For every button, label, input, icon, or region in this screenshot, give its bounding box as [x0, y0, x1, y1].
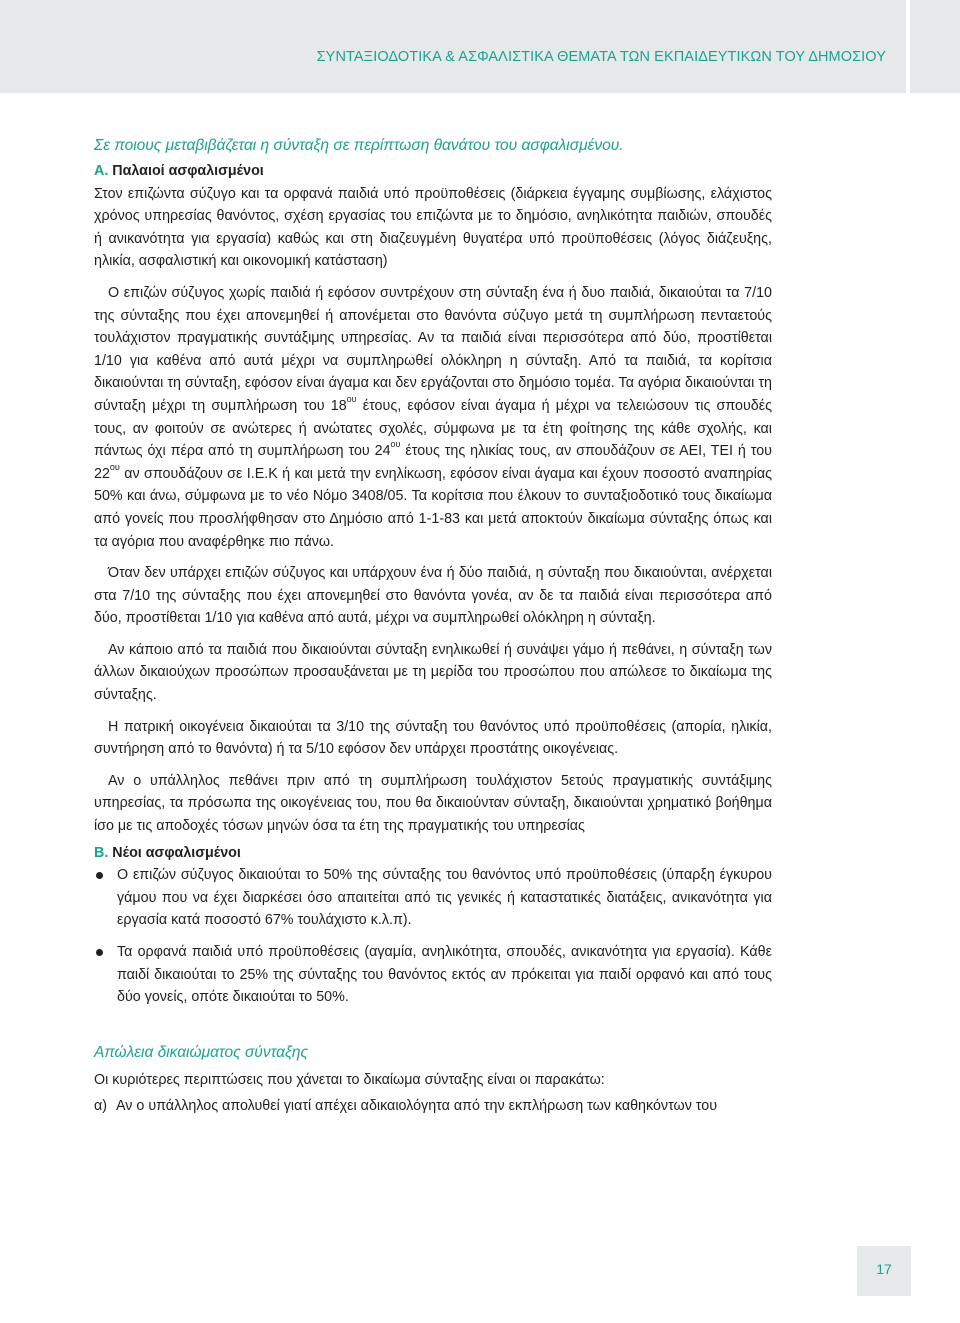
- bullet-list-new-insured: [94, 864, 772, 1009]
- header-corner-block: [910, 0, 960, 93]
- list-item: [94, 864, 772, 932]
- paragraph-parental-family: Η πατρική οικογένεια δικαιούται τα 3/10 της σύνταξη του θανόντος υπό προϋποθέσεις (απορία, ηλικία, συντήρηση από το θανόντα) ή τα 5/10 εφόσον δεν υπάρχει προστάτης οικογένειας.: [94, 718, 772, 758]
- bullet-text: Τα ορφανά παιδιά υπό προϋποθέσεις (αγαμία, ανηλικότητα, σπουδές, ανικανότητα για εργασία). Κάθε παιδί δικαιούται το 25% της σύνταξης του θανόντος εκτός αν πρόκειται για παιδί ορφανό και από τους δύο γονείς, οπότε δικαιούται το 50%.: [117, 944, 772, 1006]
- bullet-icon: [96, 949, 103, 956]
- paragraph-eligibility: Στον επιζώντα σύζυγο και τα ορφανά παιδιά υπό προϋποθέσεις (διάρκεια έγγαμης συμβίωσης, ελάχιστος χρόνος υπηρεσίας θανόντος, σχέση εργασίας του επιζώντα με το δημόσιο, ανηλικότητα παιδιών, σπουδές ή ανικανότητα για εργασία) καθώς και στη διαζευγμένη θυγατέρα υπό προϋποθέσεις (λόγος διάζευξης, ηλικία, ασφαλιστική και οικονομική κατάσταση): [94, 185, 772, 270]
- section-heading-loss-of-pension: Απώλεια δικαιώματος σύνταξης: [94, 1043, 309, 1061]
- subheading-title-a: Παλαιοί ασφαλισμένοι: [112, 163, 264, 179]
- page-number-box: [857, 1246, 911, 1296]
- subheading-letter-b: Β.: [94, 844, 109, 861]
- ordinal-suffix-24: ου: [390, 439, 401, 450]
- running-header-title: ΣΥΝΤΑΞΙΟΔΟΤΙΚΑ & ΑΣΦΑΛΙΣΤΙΚΑ ΘΕΜΑΤΑ ΤΩΝ ΕΚΠΑΙΔΕΥΤΙΚΩΝ ΤΟΥ ΔΗΜΟΣΙΟΥ: [316, 49, 886, 65]
- paragraph-spouse-share-part3: έτους της ηλικίας τους, αν σπουδάζουν σε ΑΕΙ, ΤΕΙ ή του 22: [94, 443, 772, 482]
- list-item-a-text: Αν ο υπάλληλος απολυθεί γιατί απέχει αδικαιολόγητα από την εκπλήρωση των καθηκόντων του: [116, 1098, 718, 1115]
- paragraph-share-increase: Αν κάποιο από τα παιδιά που δικαιούνται σύνταξη ενηλικωθεί ή συνάψει γάμο ή πεθάνει, η σύνταξη των άλλων δικαιούχων προσώπων προσαυξάνεται με τη μερίδα του προσώπου που απώλεσε το δικαίωμα της σύνταξης.: [94, 641, 772, 704]
- list-item-a: [94, 1095, 772, 1118]
- paragraph-spouse-share-part2: έτους, εφόσον είναι άγαμα ή μέχρι να τελειώσουν τις σπουδές τους, αν φοιτούν σε ανώτερες ή ανώτατες σχολές, σύμφωνα με τα έτη φοίτησης της κάθε σχολής, και πάντως όχι πέρα από τη συμπλήρωση του 24: [94, 397, 772, 460]
- page-number: 17: [876, 1261, 892, 1277]
- bullet-icon: [96, 872, 103, 879]
- paragraph-financial-aid: Αν ο υπάλληλος πεθάνει πριν από τη συμπλήρωση τουλάχιστον 5ετούς πραγματικής συντάξιμης υπηρεσίας, τα πρόσωπα της οικογένειας του, που θα δικαιούνταν σύνταξη, δικαιούνται χρηματικό βοήθημα ίσο με τις αποδοχές τόσων μηνών όσα τα έτη της πραγματικής του υπηρεσίας: [94, 772, 772, 835]
- list-item-a-label: α): [94, 1098, 108, 1115]
- ordinal-suffix-22: ου: [109, 461, 120, 472]
- bullet-text: Ο επιζών σύζυγος δικαιούται το 50% της σύνταξης του θανόντος υπό προϋποθέσεις (ύπαρξη έγκυρου γάμου που να έχει διαρκέσει όσο απαιτείται από τις γενικές ή καταστατικές διατάξεις, ανικανότητα για εργασία κατά ποσοστό 67% τουλάχιστο κ.λ.π).: [117, 867, 772, 929]
- paragraph-loss-intro: Οι κυριότερες περιπτώσεις που χάνεται το δικαίωμα σύνταξης είναι οι παρακάτω:: [94, 1071, 605, 1088]
- subheading-title-b: Νέοι ασφαλισμένοι: [112, 844, 241, 861]
- page-body: [94, 136, 772, 1118]
- header-band: [0, 0, 906, 93]
- section-heading-survivor-pension: Σε ποιους μεταβιβάζεται η σύνταξη σε περίπτωση θανάτου του ασφαλισμένου.: [94, 137, 624, 154]
- subheading-old-insured: [94, 160, 772, 183]
- list-item: [94, 941, 772, 1009]
- paragraph-spouse-share-part4: αν σπουδάζουν σε Ι.Ε.Κ ή και μετά την ενηλίκωση, εφόσον είναι άγαμα και έχουν ποσοστό αναπηρίας 50% και άνω, σύμφωνα με το νέο Νόμο 3408/05. Τα κορίτσια που έλκουν το συνταξιοδοτικό τους δικαίωμα από γονείς που προσλήφθησαν στο Δημόσιο από 1-1-83 και μετά αποκτούν δικαίωμα σύνταξης όπως και τα αγόρια που αναφέρθηκε πιο πάνω.: [94, 465, 772, 550]
- ordinal-suffix-18: ου: [346, 394, 357, 405]
- paragraph-spouse-share-part1: Ο επιζών σύζυγος χωρίς παιδιά ή εφόσον συντρέχουν στη σύνταξη ένα ή δυο παιδιά, δικαιούται τα 7/10 της σύνταξης που έχει απονεμηθεί ή απονέμεται στο θανόντα σύζυγο μετά τη συμπλήρωση πενταετούς τουλάχιστον πραγματικής συντάξιμης υπηρεσίας. Αν τα παιδιά είναι περισσότερα από δύο, προστίθεται 1/10 για καθένα από αυτά μέχρι να συμπληρωθεί ολόκληρη η σύνταξη. Από τα παιδιά, τα κορίτσια δικαιούνται τη σύνταξη, εφόσον είναι άγαμα και δεν εργάζονται στο δημόσιο τομέα. Τα αγόρια δικαιούνται τη σύνταξη μέχρι τη συμπλήρωση του 18: [94, 284, 772, 414]
- paragraph-spouse-share: [94, 282, 772, 553]
- subheading-letter-a: Α.: [94, 163, 109, 179]
- paragraph-no-spouse: Όταν δεν υπάρχει επιζών σύζυγος και υπάρχουν ένα ή δύο παιδιά, η σύνταξη που δικαιούνται, ανέρχεται στα 7/10 της σύνταξης που έχει απονεμηθεί στο θανόντα γονέα, αν δε τα παιδιά είναι περισσότερα από δύο, προστίθεται 1/10 για καθένα από αυτά, μέχρι να συμπληρωθεί ολόκληρη η σύνταξη.: [94, 565, 772, 627]
- subheading-new-insured: [94, 842, 772, 865]
